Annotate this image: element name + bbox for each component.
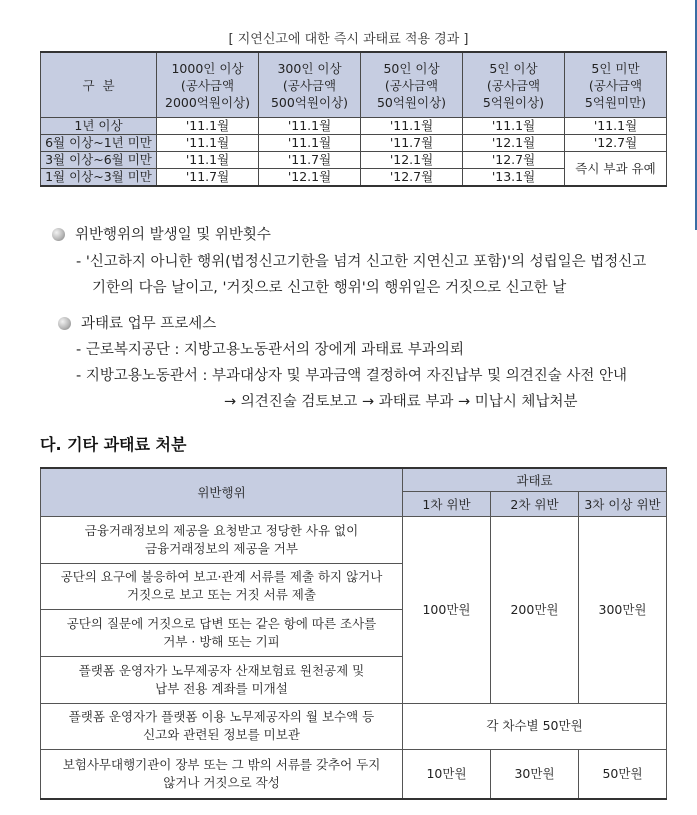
bullet-icon <box>52 228 65 241</box>
merged-note-cell: 즉시 부과 유예 <box>565 152 667 187</box>
table-cell: '11.1월 <box>157 152 259 169</box>
table-cell: '11.7월 <box>361 135 463 152</box>
table-cell: '12.1월 <box>259 169 361 187</box>
header-violation: 위반행위 <box>41 468 403 516</box>
table1-caption: [ 지연신고에 대한 즉시 과태료 적용 경과 ] <box>228 32 469 47</box>
fine-merged-cell: 각 차수별 50만원 <box>403 703 667 749</box>
header-second-violation: 2차 위반 <box>491 491 579 516</box>
header-col-4: 5인 이상 (공사금액 5억원이상) <box>463 52 565 118</box>
table-cell: '11.1월 <box>157 118 259 135</box>
table-cell: '11.7월 <box>259 152 361 169</box>
table-cell: '12.1월 <box>463 135 565 152</box>
violation-cell: 보험사무대행기관이 장부 또는 그 밖의 서류를 갖추어 두지 않거나 거짓으로 작성 <box>41 749 403 799</box>
table-row <box>41 749 667 799</box>
row-label: 6월 이상~1년 미만 <box>41 135 157 152</box>
table-cell: '12.7월 <box>361 169 463 187</box>
header-third-violation: 3차 이상 위반 <box>579 491 667 516</box>
header-first-violation: 1차 위반 <box>403 491 491 516</box>
fine-first-cell: 10만원 <box>403 749 491 799</box>
table-cell: '12.7월 <box>565 135 667 152</box>
table-row <box>41 703 667 749</box>
table-cell: '11.7월 <box>157 169 259 187</box>
table-row <box>41 152 667 169</box>
header-category: 구 분 <box>41 52 157 118</box>
header-fine: 과태료 <box>403 468 667 491</box>
row-label: 1년 이상 <box>41 118 157 135</box>
section2-line3: → 의견진술 검토보고 → 과태료 부과 → 미납시 체납처분 <box>224 394 578 410</box>
table-row <box>41 118 667 135</box>
section-heading: 다. 기타 과태료 처분 <box>40 435 187 454</box>
table-cell: '11.1월 <box>463 118 565 135</box>
header-col-2: 300인 이상 (공사금액 500억원이상) <box>259 52 361 118</box>
violation-cell: 공단의 요구에 불응하여 보고·관계 서류를 제출 하지 않거나 거짓으로 보고 또는 거짓 서류 제출 <box>41 563 403 609</box>
table-cell: '11.1월 <box>259 118 361 135</box>
section1-line1: - '신고하지 아니한 행위(법정신고기한을 넘겨 신고한 지연신고 포함)'의 성립일은 법정신고 <box>76 254 647 270</box>
section2-title: 과태료 업무 프로세스 <box>81 316 217 332</box>
fine-third-cell: 300만원 <box>579 516 667 703</box>
table-cell: '12.7월 <box>463 152 565 169</box>
table-cell: '11.1월 <box>259 135 361 152</box>
fine-third-cell: 50만원 <box>579 749 667 799</box>
violation-cell: 플랫폼 운영자가 노무제공자 산재보험료 원천공제 및 납부 전용 계좌를 미개설 <box>41 656 403 703</box>
violation-cell: 플랫폼 운영자가 플랫폼 이용 노무제공자의 월 보수액 등 신고와 관련된 정보를 미보관 <box>41 703 403 749</box>
table-row <box>41 516 667 563</box>
header-col-1: 1000인 이상 (공사금액 2000억원이상) <box>157 52 259 118</box>
row-label: 1월 이상~3월 미만 <box>41 169 157 187</box>
violation-cell: 금융거래정보의 제공을 요청받고 정당한 사유 없이 금융거래정보의 제공을 거부 <box>41 516 403 563</box>
header-col-3: 50인 이상 (공사금액 50억원이상) <box>361 52 463 118</box>
table-cell: '11.1월 <box>361 118 463 135</box>
fine-second-cell: 200만원 <box>491 516 579 703</box>
section2-line1: - 근로복지공단 : 지방고용노동관서의 장에게 과태료 부과의뢰 <box>76 342 464 358</box>
fine-second-cell: 30만원 <box>491 749 579 799</box>
table-cell: '13.1월 <box>463 169 565 187</box>
table-cell: '11.1월 <box>565 118 667 135</box>
section2-line2: - 지방고용노동관서 : 부과대상자 및 부과금액 결정하여 자진납부 및 의견진술 사전 안내 <box>76 368 628 384</box>
violation-cell: 공단의 질문에 거짓으로 답변 또는 같은 항에 따른 조사를 거부 · 방해 또는 기피 <box>41 609 403 656</box>
table-row <box>41 135 667 152</box>
section2-title-row <box>58 312 216 333</box>
delay-report-fine-table <box>40 51 667 187</box>
header-col-5: 5인 미만 (공사금액 5억원미만) <box>565 52 667 118</box>
section1-line2: 기한의 다음 날이고, '거짓으로 신고한 행위'의 행위일은 거짓으로 신고한 날 <box>92 280 567 296</box>
table-cell: '11.1월 <box>157 135 259 152</box>
section1-title: 위반행위의 발생일 및 위반횟수 <box>75 227 271 243</box>
row-label: 3월 이상~6월 미만 <box>41 152 157 169</box>
bullet-icon <box>58 317 71 330</box>
section1-title-row <box>52 223 271 244</box>
table-cell: '12.1월 <box>361 152 463 169</box>
fine-first-cell: 100만원 <box>403 516 491 703</box>
other-fines-table <box>40 467 667 800</box>
